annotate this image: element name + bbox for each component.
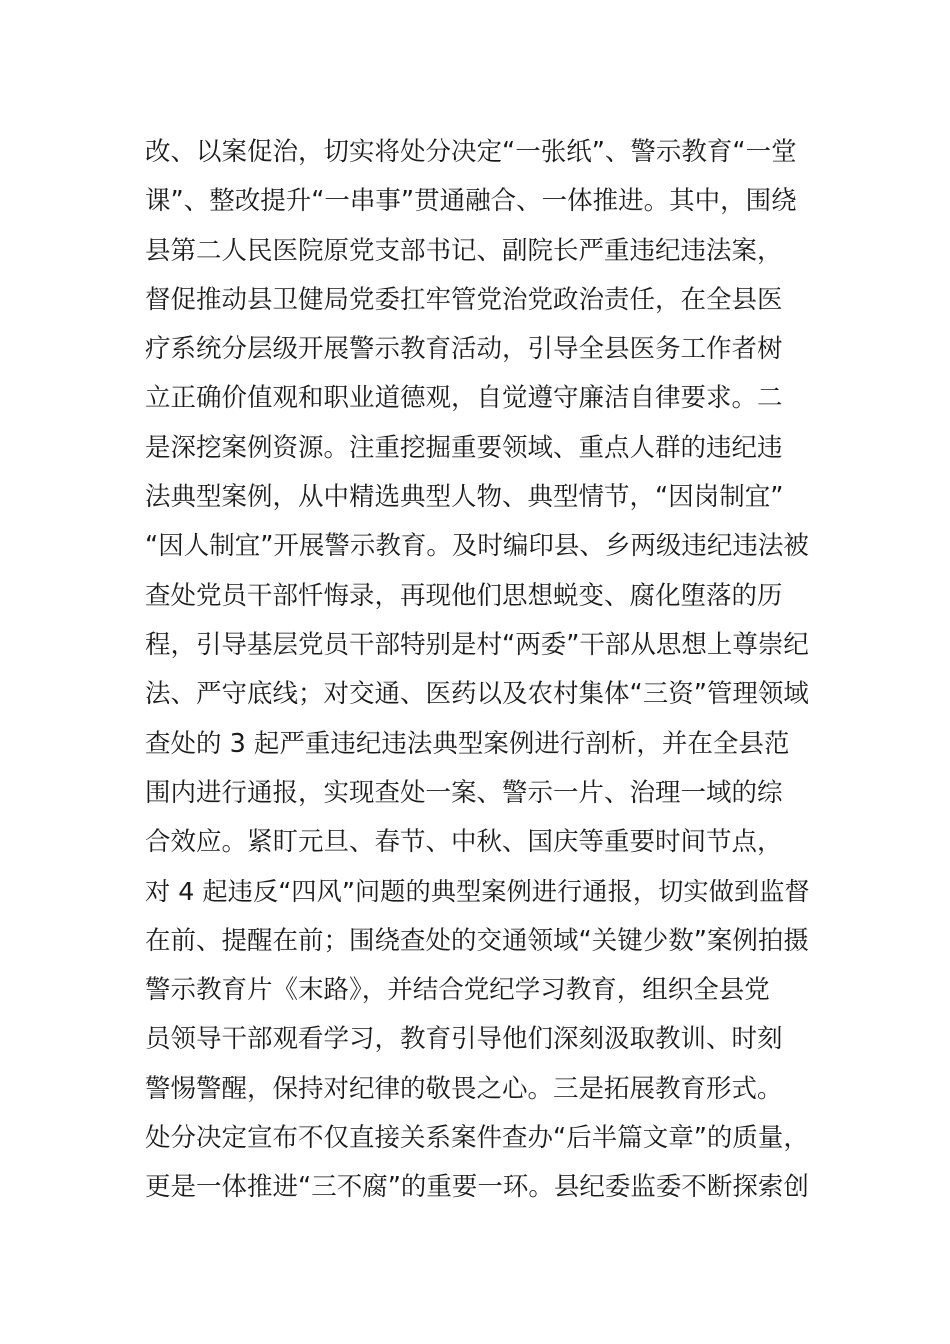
text-line: 程，引导基层党员干部特别是村“两委”干部从思想上尊崇纪 bbox=[145, 629, 809, 660]
text-line: 是深挖案例资源。注重挖掘重要领域、重点人群的违纪违 bbox=[145, 432, 783, 463]
text-line: 在前、提醒在前；围绕查处的交通领域“关键少数”案例拍摄 bbox=[145, 925, 809, 956]
text-line: 督促推动县卫健局党委扛牢管党治党政治责任，在全县医 bbox=[145, 284, 783, 315]
text-line: 改、以案促治，切实将处分决定“一张纸”、警示教育“一堂 bbox=[145, 137, 797, 167]
text-line: 围内进行通报，实现查处一案、警示一片、治理一域的综 bbox=[145, 777, 783, 808]
text-line: 更是一体推进“三不腐”的重要一环。县纪委监委不断探索创 bbox=[145, 1172, 809, 1203]
text-line: 立正确价值观和职业道德观，自觉遵守廉洁自律要求。二 bbox=[145, 383, 783, 414]
text-line: 员领导干部观看学习，教育引导他们深刻汲取教训、时刻 bbox=[145, 1024, 783, 1055]
text-line: 处分决定宣布不仅直接关系案件查办“后半篇文章”的质量， bbox=[145, 1122, 809, 1153]
body-paragraph bbox=[145, 128, 810, 1213]
text-line: 合效应。紧盯元旦、春节、中秋、国庆等重要时间节点， bbox=[145, 827, 783, 858]
text-line: 县第二人民医院原党支部书记、副院长严重违纪违法案， bbox=[145, 235, 783, 266]
text-line: 法、严守底线；对交通、医药以及农村集体“三资”管理领域 bbox=[145, 679, 809, 710]
text-line: 法典型案例，从中精选典型人物、典型情节，“因岗制宜” bbox=[145, 482, 784, 513]
text-line: 查处的 3 起严重违纪违法典型案例进行剖析，并在全县范 bbox=[145, 728, 790, 759]
text-line: 警惕警醒，保持对纪律的敬畏之心。三是拓展教育形式。 bbox=[145, 1073, 783, 1104]
text-line: “因人制宜”开展警示教育。及时编印县、乡两级违纪违法被 bbox=[145, 531, 809, 562]
text-line: 查处党员干部忏悔录，再现他们思想蜕变、腐化堕落的历 bbox=[145, 580, 783, 611]
text-line: 对 4 起违反“四风”问题的典型案例进行通报，切实做到监督 bbox=[145, 877, 810, 907]
text-line: 疗系统分层级开展警示教育活动，引导全县医务工作者树 bbox=[145, 334, 783, 365]
text-line: 课”、整改提升“一串事”贯通融合、一体推进。其中，围绕 bbox=[145, 186, 797, 217]
text-line: 警示教育片《末路》，并结合党纪学习教育，组织全县党 bbox=[145, 975, 770, 1006]
